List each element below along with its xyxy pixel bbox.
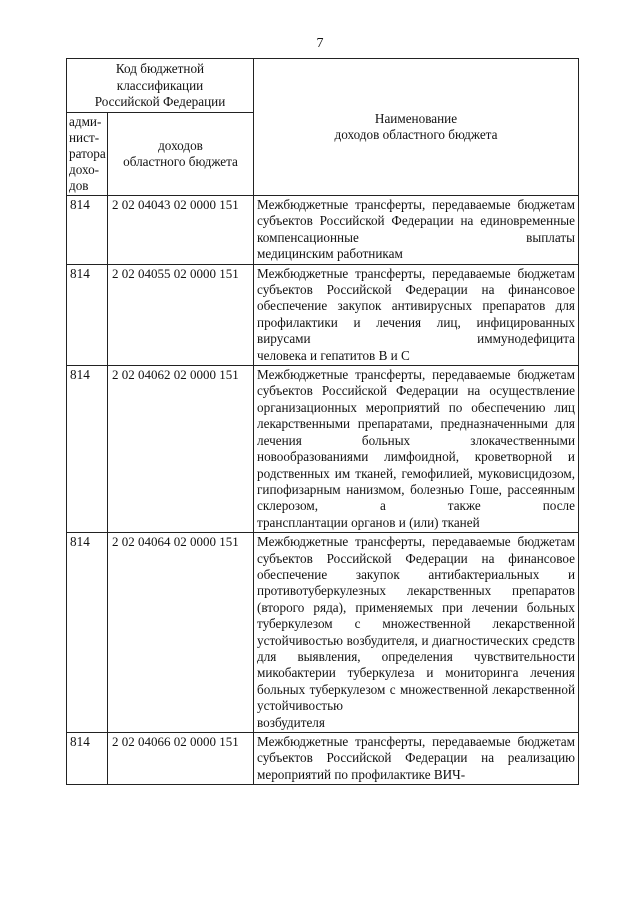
header-admin-line: адми-	[69, 114, 102, 129]
header-name-line: доходов областного бюджета	[334, 127, 498, 142]
header-group-line: Код бюджетной	[115, 61, 205, 77]
header-admin-line: ратора	[69, 146, 106, 161]
header-admin-line: нист-	[69, 130, 100, 145]
income-name-last-line: медицинским работникам	[257, 246, 403, 262]
table-row	[67, 366, 579, 533]
header-admin-line: дохо-	[69, 162, 100, 177]
income-name-cell	[254, 196, 579, 265]
income-name-text: Межбюджетные трансферты, передаваемые бюджетам субъектов Российской Федерации на финансовое обеспечение закупок антибактериальных и противотуберкулезных лекарственных препаратов (второго ряда), применяемых при лечении больных туберкулезом с множественной лекарственной устойчивостью возбудителя, и диагностических средств для выявления, определения чувствительности микобактерии туберкулеза и мониторинга лечения больных туберкулезом с множественной лекарственной устойчивостью	[257, 534, 575, 714]
table-header-row-1	[67, 59, 579, 113]
income-code-cell: 2 02 04043 02 0000 151	[108, 196, 254, 265]
admin-code-cell: 814	[67, 533, 108, 733]
admin-code-cell: 814	[67, 733, 108, 785]
admin-code-cell: 814	[67, 366, 108, 533]
header-admin-line: дов	[69, 178, 89, 193]
header-name-line: Наименование	[374, 110, 458, 126]
income-name-last-line: человека и гепатитов В и С	[257, 347, 410, 363]
header-name-column	[254, 59, 579, 196]
admin-code-cell: 814	[67, 196, 108, 265]
income-name-cell	[254, 366, 579, 533]
header-income-line: областного бюджета	[123, 154, 238, 169]
income-name-cell	[254, 733, 579, 785]
table-row	[67, 264, 579, 365]
table-row	[67, 196, 579, 265]
header-admin-column	[67, 113, 108, 196]
income-name-text: Межбюджетные трансферты, передаваемые бюджетам субъектов Российской Федерации на финансовое обеспечение закупок антивирусных препаратов для профилактики и лечения лиц, инфицированных вирусами иммунодефицита	[257, 265, 575, 347]
header-budget-code-group	[67, 59, 254, 113]
header-income-line: доходов	[158, 137, 203, 153]
income-name-text: Межбюджетные трансферты, передаваемые бюджетам субъектов Российской Федерации на единовременные компенсационные выплаты	[257, 197, 575, 245]
income-code-cell: 2 02 04064 02 0000 151	[108, 533, 254, 733]
income-name-last-line: возбудителя	[257, 714, 325, 730]
income-code-cell: 2 02 04062 02 0000 151	[108, 366, 254, 533]
income-name-text: Межбюджетные трансферты, передаваемые бюджетам субъектов Российской Федерации на осуществление организационных мероприятий по обеспечению лиц лекарственными препаратами, предназначенными для лечения больных злокачественными новообразованиями лимфоидной, кроветворной и родственных им тканей, гемофилией, муковисцидозом, гипофизарным нанизмом, болезнью Гоше, рассеянным склерозом, а также после	[257, 367, 575, 514]
page-number: 7	[316, 36, 324, 51]
budget-classification-table	[66, 58, 579, 785]
header-group-line: классификации	[116, 77, 204, 93]
income-name-last-line: трансплантации органов и (или) тканей	[257, 514, 480, 530]
income-name-cell	[254, 264, 579, 365]
income-name-text: Межбюджетные трансферты, передаваемые бюджетам субъектов Российской Федерации на реализацию мероприятий по профилактике ВИЧ-	[257, 734, 575, 782]
admin-code-cell: 814	[67, 264, 108, 365]
header-group-line: Российской Федерации	[94, 94, 226, 110]
header-income-column	[108, 113, 254, 196]
income-name-cell	[254, 533, 579, 733]
table-row	[67, 533, 579, 733]
income-code-cell: 2 02 04055 02 0000 151	[108, 264, 254, 365]
income-code-cell: 2 02 04066 02 0000 151	[108, 733, 254, 785]
table-row	[67, 733, 579, 785]
